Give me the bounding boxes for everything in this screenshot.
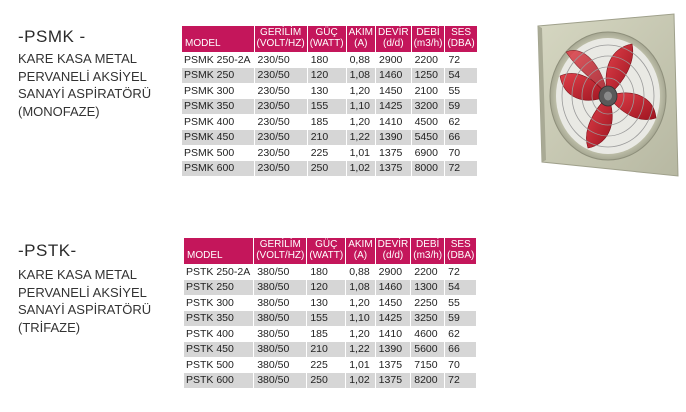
cell-current: 1,20 [346, 83, 375, 99]
cell-power: 130 [307, 83, 346, 99]
cell-rpm: 1390 [375, 342, 411, 358]
table-row [182, 130, 477, 146]
cell-rpm: 1390 [376, 130, 412, 146]
cell-noise: 72 [445, 264, 477, 280]
cell-model: PSTK 300 [184, 295, 254, 311]
cell-current: 1,02 [346, 161, 375, 177]
cell-flow: 8200 [411, 373, 445, 389]
cell-rpm: 1375 [376, 161, 412, 177]
col-header-flow: DEBİ (m3/h) [411, 238, 445, 264]
cell-rpm: 1375 [376, 145, 412, 161]
cell-current: 1,20 [346, 114, 375, 130]
cell-voltage: 380/50 [254, 264, 307, 280]
cell-power: 180 [307, 264, 346, 280]
table-row [182, 52, 477, 68]
table-row [182, 83, 477, 99]
cell-noise: 66 [445, 342, 477, 358]
pstk-desc-line: (TRİFAZE) [18, 319, 81, 335]
cell-flow: 3250 [411, 311, 445, 327]
pstk-desc-line: PERVANELİ AKSİYEL [18, 284, 147, 300]
cell-noise: 70 [445, 357, 477, 373]
cell-model: PSMK 250-2A [182, 52, 254, 68]
cell-rpm: 1410 [376, 114, 412, 130]
table-row [184, 264, 477, 280]
cell-current: 1,20 [346, 295, 375, 311]
cell-current: 1,20 [346, 326, 375, 342]
psmk-desc-line: KARE KASA METAL [18, 51, 137, 66]
cell-model: PSMK 400 [182, 114, 254, 130]
cell-voltage: 230/50 [254, 99, 307, 115]
cell-current: 0,88 [346, 264, 375, 280]
cell-model: PSTK 600 [184, 373, 254, 389]
cell-model: PSTK 250 [184, 280, 254, 296]
col-header-noise: SES (DBA) [445, 26, 477, 52]
cell-power: 250 [307, 373, 346, 389]
table-row [182, 161, 477, 177]
cell-voltage: 230/50 [254, 145, 307, 161]
cell-model: PSTK 450 [184, 342, 254, 358]
table-row [184, 326, 477, 342]
cell-flow: 6900 [411, 145, 445, 161]
psmk-description [18, 50, 193, 120]
psmk-desc-line: (MONOFAZE) [18, 103, 100, 119]
cell-current: 1,22 [346, 130, 375, 146]
col-header-flow: DEBİ (m3/h) [411, 26, 445, 52]
cell-power: 250 [307, 161, 346, 177]
cell-power: 155 [307, 99, 346, 115]
cell-power: 210 [307, 342, 346, 358]
table-header-row [184, 238, 477, 264]
cell-model: PSTK 250-2A [184, 264, 254, 280]
cell-model: PSMK 250 [182, 68, 254, 84]
cell-flow: 8000 [411, 161, 445, 177]
cell-voltage: 230/50 [254, 68, 307, 84]
col-header-model: MODEL [184, 238, 254, 264]
axial-fan-icon [532, 10, 682, 180]
cell-flow: 5600 [411, 342, 445, 358]
cell-voltage: 230/50 [254, 83, 307, 99]
col-header-rpm: DEVİR (d/d) [376, 26, 412, 52]
cell-current: 1,22 [346, 342, 375, 358]
cell-model: PSMK 600 [182, 161, 254, 177]
cell-voltage: 230/50 [254, 114, 307, 130]
psmk-table-body [182, 52, 477, 176]
col-header-noise: SES (DBA) [445, 238, 477, 264]
pstk-desc-line: KARE KASA METAL [18, 267, 137, 282]
table-row [184, 373, 477, 389]
cell-voltage: 230/50 [254, 52, 307, 68]
cell-noise: 66 [445, 130, 477, 146]
table-header-row [182, 26, 477, 52]
cell-power: 180 [307, 52, 346, 68]
cell-noise: 70 [445, 145, 477, 161]
cell-current: 1,10 [346, 311, 375, 327]
cell-rpm: 1460 [376, 68, 412, 84]
table-row [184, 357, 477, 373]
cell-power: 225 [307, 357, 346, 373]
pstk-desc-line: SANAYİ ASPİRATÖRÜ [18, 302, 152, 317]
cell-noise: 55 [445, 295, 477, 311]
cell-model: PSMK 300 [182, 83, 254, 99]
cell-noise: 54 [445, 280, 477, 296]
cell-noise: 55 [445, 83, 477, 99]
psmk-spec-table [182, 26, 478, 176]
cell-noise: 72 [445, 161, 477, 177]
col-header-power: GÜÇ (WATT) [307, 238, 346, 264]
cell-rpm: 1450 [376, 83, 412, 99]
cell-flow: 2100 [411, 83, 445, 99]
col-header-voltage: GERİLİM (VOLT/HZ) [254, 26, 307, 52]
cell-power: 185 [307, 114, 346, 130]
cell-flow: 1300 [411, 280, 445, 296]
cell-flow: 4500 [411, 114, 445, 130]
col-header-current: AKIM (A) [346, 26, 375, 52]
table-row [184, 342, 477, 358]
cell-voltage: 380/50 [254, 311, 307, 327]
cell-current: 1,10 [346, 99, 375, 115]
cell-noise: 72 [445, 52, 477, 68]
cell-rpm: 2900 [375, 264, 411, 280]
table-row [184, 280, 477, 296]
psmk-title: -PSMK - [18, 27, 86, 46]
pstk-title: -PSTK- [18, 241, 77, 260]
cell-model: PSMK 500 [182, 145, 254, 161]
table-row [182, 145, 477, 161]
cell-current: 1,02 [346, 373, 375, 389]
cell-voltage: 380/50 [254, 357, 307, 373]
table-row [182, 68, 477, 84]
cell-model: PSTK 400 [184, 326, 254, 342]
cell-rpm: 2900 [376, 52, 412, 68]
cell-rpm: 1425 [375, 311, 411, 327]
cell-flow: 5450 [411, 130, 445, 146]
cell-rpm: 1425 [376, 99, 412, 115]
cell-voltage: 380/50 [254, 342, 307, 358]
col-header-rpm: DEVİR (d/d) [375, 238, 411, 264]
cell-power: 130 [307, 295, 346, 311]
pstk-spec-table [184, 238, 477, 388]
cell-noise: 62 [445, 326, 477, 342]
table-row [184, 311, 477, 327]
cell-current: 1,08 [346, 68, 375, 84]
cell-flow: 2200 [411, 52, 445, 68]
cell-rpm: 1410 [375, 326, 411, 342]
table-row [182, 99, 477, 115]
cell-flow: 3200 [411, 99, 445, 115]
cell-power: 155 [307, 311, 346, 327]
cell-noise: 72 [445, 373, 477, 389]
pstk-table-body [184, 264, 477, 388]
col-header-voltage: GERİLİM (VOLT/HZ) [254, 238, 307, 264]
table-row [184, 295, 477, 311]
cell-noise: 62 [445, 114, 477, 130]
col-header-model: MODEL [182, 26, 254, 52]
cell-flow: 7150 [411, 357, 445, 373]
col-header-power: GÜÇ (WATT) [307, 26, 346, 52]
cell-voltage: 380/50 [254, 280, 307, 296]
cell-flow: 2200 [411, 264, 445, 280]
cell-rpm: 1375 [375, 357, 411, 373]
cell-voltage: 380/50 [254, 326, 307, 342]
cell-current: 1,01 [346, 357, 375, 373]
cell-power: 120 [307, 68, 346, 84]
cell-model: PSMK 350 [182, 99, 254, 115]
cell-model: PSTK 500 [184, 357, 254, 373]
cell-power: 210 [307, 130, 346, 146]
cell-current: 1,08 [346, 280, 375, 296]
cell-current: 1,01 [346, 145, 375, 161]
cell-power: 225 [307, 145, 346, 161]
cell-model: PSMK 450 [182, 130, 254, 146]
cell-power: 120 [307, 280, 346, 296]
cell-noise: 54 [445, 68, 477, 84]
cell-power: 185 [307, 326, 346, 342]
cell-flow: 4600 [411, 326, 445, 342]
cell-rpm: 1460 [375, 280, 411, 296]
cell-voltage: 230/50 [254, 161, 307, 177]
cell-noise: 59 [445, 311, 477, 327]
cell-rpm: 1375 [375, 373, 411, 389]
cell-model: PSTK 350 [184, 311, 254, 327]
cell-current: 0,88 [346, 52, 375, 68]
cell-rpm: 1450 [375, 295, 411, 311]
cell-voltage: 230/50 [254, 130, 307, 146]
psmk-desc-line: PERVANELİ AKSİYEL [18, 68, 147, 84]
cell-flow: 2250 [411, 295, 445, 311]
cell-voltage: 380/50 [254, 295, 307, 311]
cell-noise: 59 [445, 99, 477, 115]
psmk-desc-line: SANAYİ ASPİRATÖRÜ [18, 86, 152, 101]
col-header-current: AKIM (A) [346, 238, 375, 264]
cell-flow: 1250 [411, 68, 445, 84]
table-row [182, 114, 477, 130]
pstk-description [18, 266, 193, 336]
cell-voltage: 380/50 [254, 373, 307, 389]
